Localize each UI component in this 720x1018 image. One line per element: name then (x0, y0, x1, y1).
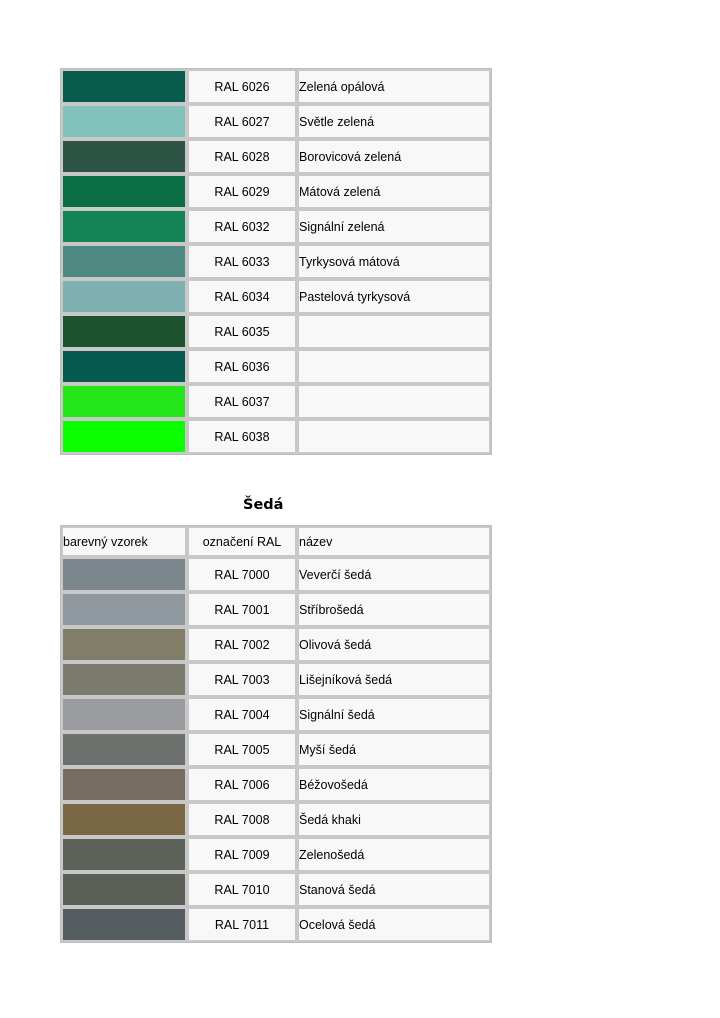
color-name: Tyrkysová mátová (297, 244, 491, 279)
color-swatch (63, 176, 185, 207)
table-row (61, 349, 491, 384)
color-swatch (63, 664, 185, 695)
color-swatch (63, 559, 185, 590)
table-row (61, 244, 491, 279)
color-swatch (63, 909, 185, 940)
color-name: Šedá khaki (297, 802, 491, 837)
table-row (61, 837, 491, 872)
color-swatch-cell (61, 872, 187, 907)
table-row (61, 872, 491, 907)
ral-code: RAL 7009 (187, 837, 297, 872)
color-name (297, 384, 491, 419)
color-swatch (63, 106, 185, 137)
header-swatch: barevný vzorek (61, 526, 187, 557)
color-name (297, 314, 491, 349)
color-swatch (63, 769, 185, 800)
table-row (61, 209, 491, 244)
color-swatch-cell (61, 139, 187, 174)
color-swatch-cell (61, 419, 187, 454)
color-name: Pastelová tyrkysová (297, 279, 491, 314)
color-swatch (63, 316, 185, 347)
color-swatch (63, 351, 185, 382)
ral-code: RAL 7002 (187, 627, 297, 662)
color-swatch-cell (61, 837, 187, 872)
color-name: Zelená opálová (297, 69, 491, 104)
table-row (61, 592, 491, 627)
ral-code: RAL 6027 (187, 104, 297, 139)
ral-code: RAL 7010 (187, 872, 297, 907)
color-name (297, 419, 491, 454)
ral-code: RAL 6029 (187, 174, 297, 209)
color-swatch-cell (61, 662, 187, 697)
table-row (61, 802, 491, 837)
ral-code: RAL 6038 (187, 419, 297, 454)
table-row (61, 697, 491, 732)
color-swatch (63, 421, 185, 452)
ral-code: RAL 7001 (187, 592, 297, 627)
color-swatch-cell (61, 767, 187, 802)
color-swatch (63, 71, 185, 102)
color-swatch (63, 594, 185, 625)
green-table-body (61, 69, 491, 454)
table-row (61, 907, 491, 942)
color-swatch (63, 211, 185, 242)
color-name: Myší šedá (297, 732, 491, 767)
color-name: Mátová zelená (297, 174, 491, 209)
color-swatch-cell (61, 907, 187, 942)
ral-code: RAL 7005 (187, 732, 297, 767)
ral-code: RAL 7011 (187, 907, 297, 942)
color-swatch-cell (61, 69, 187, 104)
ral-code: RAL 6028 (187, 139, 297, 174)
color-swatch (63, 699, 185, 730)
color-name: Borovicová zelená (297, 139, 491, 174)
table-row (61, 104, 491, 139)
color-swatch-cell (61, 557, 187, 592)
table-row (61, 314, 491, 349)
ral-code: RAL 7008 (187, 802, 297, 837)
color-name: Světle zelená (297, 104, 491, 139)
color-name: Signální zelená (297, 209, 491, 244)
color-name (297, 349, 491, 384)
color-name: Ocelová šedá (297, 907, 491, 942)
color-swatch-cell (61, 209, 187, 244)
color-swatch-cell (61, 802, 187, 837)
color-swatch-cell (61, 279, 187, 314)
color-swatch-cell (61, 104, 187, 139)
table-row (61, 279, 491, 314)
green-color-table (60, 68, 492, 455)
color-swatch (63, 629, 185, 660)
color-name: Signální šedá (297, 697, 491, 732)
table-row (61, 384, 491, 419)
ral-code: RAL 6026 (187, 69, 297, 104)
ral-code: RAL 6036 (187, 349, 297, 384)
color-swatch-cell (61, 697, 187, 732)
header-row (61, 526, 491, 557)
color-swatch (63, 874, 185, 905)
ral-code: RAL 6034 (187, 279, 297, 314)
color-swatch-cell (61, 384, 187, 419)
ral-code: RAL 6033 (187, 244, 297, 279)
grey-table-body (61, 557, 491, 942)
table-row (61, 732, 491, 767)
grey-color-table (60, 525, 492, 943)
table-row (61, 419, 491, 454)
color-swatch-cell (61, 627, 187, 662)
color-swatch-cell (61, 349, 187, 384)
grey-table-header (61, 526, 491, 557)
table-row (61, 557, 491, 592)
color-name: Lišejníková šedá (297, 662, 491, 697)
color-swatch (63, 386, 185, 417)
color-swatch-cell (61, 732, 187, 767)
color-swatch (63, 734, 185, 765)
ral-code: RAL 7004 (187, 697, 297, 732)
color-name: Stanová šedá (297, 872, 491, 907)
color-swatch-cell (61, 174, 187, 209)
table-row (61, 174, 491, 209)
ral-code: RAL 7000 (187, 557, 297, 592)
color-swatch (63, 804, 185, 835)
color-name: Stříbrošedá (297, 592, 491, 627)
color-name: Béžovošedá (297, 767, 491, 802)
ral-code: RAL 7003 (187, 662, 297, 697)
color-name: Zelenošedá (297, 837, 491, 872)
ral-code: RAL 7006 (187, 767, 297, 802)
color-name: Veverčí šedá (297, 557, 491, 592)
color-swatch (63, 839, 185, 870)
table-row (61, 139, 491, 174)
color-swatch (63, 246, 185, 277)
header-name: název (297, 526, 491, 557)
color-swatch (63, 141, 185, 172)
header-code: označení RAL (187, 526, 297, 557)
ral-code: RAL 6035 (187, 314, 297, 349)
color-swatch-cell (61, 592, 187, 627)
color-swatch (63, 281, 185, 312)
section-title-grey: Šedá (243, 497, 284, 513)
color-swatch-cell (61, 244, 187, 279)
color-name: Olivová šedá (297, 627, 491, 662)
table-row (61, 69, 491, 104)
table-row (61, 627, 491, 662)
table-row (61, 767, 491, 802)
table-row (61, 662, 491, 697)
ral-code: RAL 6037 (187, 384, 297, 419)
ral-code: RAL 6032 (187, 209, 297, 244)
color-swatch-cell (61, 314, 187, 349)
